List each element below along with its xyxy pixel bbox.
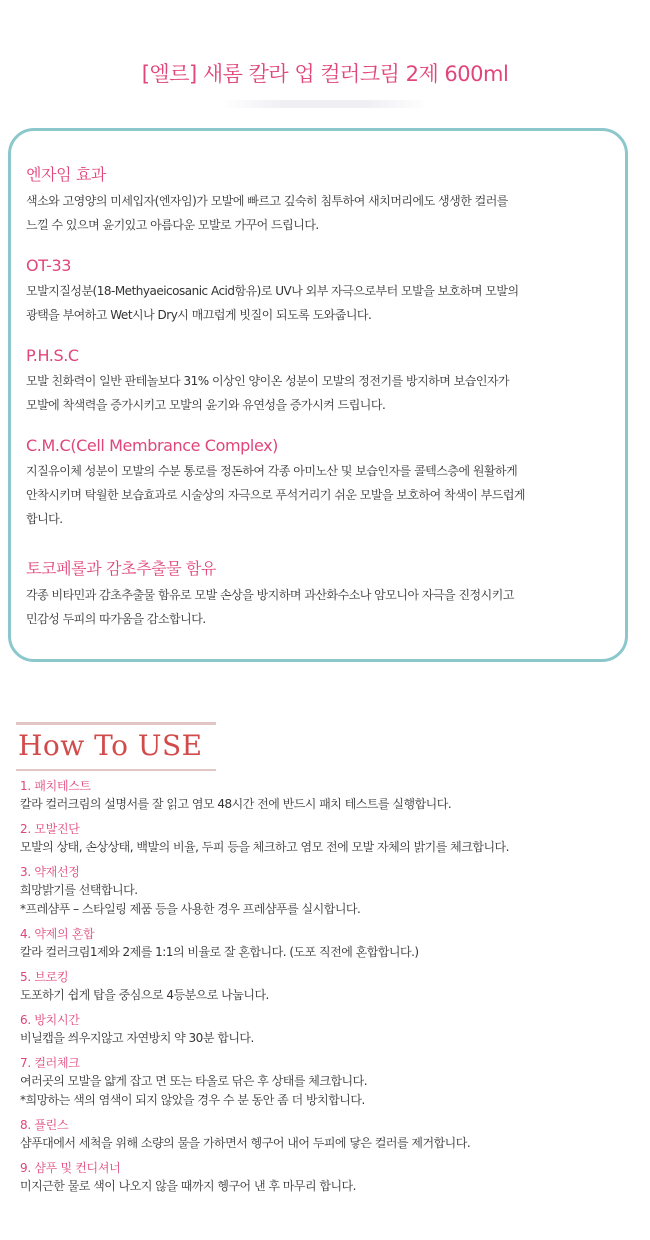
step-item <box>20 864 630 919</box>
effect-line: 광택을 부여하고 Wet시나 Dry시 매끄럽게 빗질이 되도록 도와줍니다. <box>26 308 372 322</box>
effect-heading: 토코페롤과 감초추출물 함유 <box>26 559 217 578</box>
product-title: [엘르] 새롬 칼라 업 컬러크림 2제 600ml <box>141 62 509 86</box>
step-heading: 3. 약재선정 <box>20 865 80 879</box>
howto-title: How To USE <box>18 729 203 762</box>
effect-description <box>26 459 616 531</box>
step-line: 비닐캡을 씌우지않고 자연방치 약 30분 합니다. <box>20 1031 254 1045</box>
effect-ot33 <box>26 256 616 327</box>
howto-steps <box>20 778 630 1203</box>
step-line: *희망하는 색의 염색이 되지 않았을 경우 수 분 동안 좀 더 방치합니다. <box>20 1093 365 1107</box>
step-heading: 8. 플린스 <box>20 1118 69 1132</box>
step-line: 도포하기 쉽게 탑을 중심으로 4등분으로 나눕니다. <box>20 988 269 1002</box>
effect-description <box>26 583 616 631</box>
effect-line: 민감성 두피의 따가움을 감소합니다. <box>26 612 206 626</box>
howto-header <box>16 722 216 771</box>
effect-cmc <box>26 436 616 531</box>
step-line: 샴푸대에서 세척을 위해 소량의 물을 가하면서 헹구어 내어 두피에 닿은 컬러를 제거합니다. <box>20 1136 471 1150</box>
effect-tocopherol <box>26 556 616 631</box>
step-heading: 9. 샴푸 및 컨디셔너 <box>20 1161 121 1175</box>
step-item <box>20 1117 630 1153</box>
step-line: *프레샴푸 – 스타일링 제품 등을 사용한 경우 프레샴푸를 실시합니다. <box>20 902 361 916</box>
effect-heading: P.H.S.C <box>26 346 79 365</box>
effect-enzyme <box>26 162 616 237</box>
step-line: 칼라 컬러크림의 설명서를 잘 읽고 염모 48시간 전에 반드시 패치 테스트를 실행합니다. <box>20 797 452 811</box>
effect-description <box>26 279 616 327</box>
step-line: 미지근한 물로 색이 나오지 않을 때까지 헹구어 낸 후 마무리 합니다. <box>20 1179 356 1193</box>
step-line: 칼라 컬러크림1제와 2제를 1:1의 비율로 잘 혼합니다. (도포 직전에 혼합합니다.) <box>20 945 419 959</box>
step-heading: 4. 약제의 혼합 <box>20 927 95 941</box>
effect-heading: C.M.C(Cell Membrance Complex) <box>26 436 279 455</box>
step-item <box>20 778 630 814</box>
effect-line: 색소와 고영양의 미세입자(엔자임)가 모발에 빠르고 깊숙히 침투하여 새치머리에도 생생한 컬러를 <box>26 194 508 208</box>
step-line: 모발의 상태, 손상상태, 백발의 비율, 두피 등을 체크하고 염모 전에 모발 자체의 밝기를 체크합니다. <box>20 840 509 854</box>
effect-line: 합니다. <box>26 512 63 526</box>
step-heading: 2. 모발진단 <box>20 822 80 836</box>
step-item <box>20 1012 630 1048</box>
effect-line: 지질유이체 성분이 모발의 수분 통로를 정돈하여 각종 아미노산 및 보습인자를 콜텍스층에 원활하게 <box>26 464 518 478</box>
effect-line: 각종 비타민과 감초추출물 함유로 모발 손상을 방지하며 과산화수소나 암모니아 자극을 진정시키고 <box>26 588 514 602</box>
effect-heading: OT-33 <box>26 256 72 275</box>
effect-line: 느낄 수 있으며 윤기있고 아름다운 모발로 가꾸어 드립니다. <box>26 218 319 232</box>
effect-description <box>26 189 616 237</box>
step-item <box>20 1160 630 1196</box>
effect-line: 모발지질성분(18-Methyaeicosanic Acid함유)로 UV나 외부 자극으로부터 모발을 보호하며 모발의 <box>26 284 519 298</box>
step-heading: 6. 방치시간 <box>20 1013 80 1027</box>
step-item <box>20 969 630 1005</box>
step-item <box>20 821 630 857</box>
effect-description <box>26 369 616 417</box>
effect-phsc <box>26 346 616 417</box>
step-item <box>20 926 630 962</box>
step-line: 희망밝기를 선택합니다. <box>20 883 138 897</box>
effect-line: 모발에 착색력을 증가시키고 모발의 윤기와 유연성을 증가시켜 드립니다. <box>26 398 386 412</box>
step-heading: 5. 브로킹 <box>20 970 69 984</box>
step-heading: 1. 패치테스트 <box>20 779 91 793</box>
title-underline <box>220 100 430 108</box>
effect-line: 안착시키며 탁월한 보습효과로 시술상의 자극으로 푸석거리기 쉬운 모발을 보호하여 착색이 부드럽게 <box>26 488 526 502</box>
step-line: 여러곳의 모발을 얇게 잡고 면 또는 타올로 닦은 후 상태를 체크합니다. <box>20 1074 368 1088</box>
step-heading: 7. 컬러체크 <box>20 1056 80 1070</box>
effect-line: 모발 친화력이 일반 판테놀보다 31% 이상인 양이온 성분이 모발의 정전기를 방지하며 보습인자가 <box>26 374 510 388</box>
step-item <box>20 1055 630 1110</box>
effect-heading: 엔자임 효과 <box>26 165 106 184</box>
